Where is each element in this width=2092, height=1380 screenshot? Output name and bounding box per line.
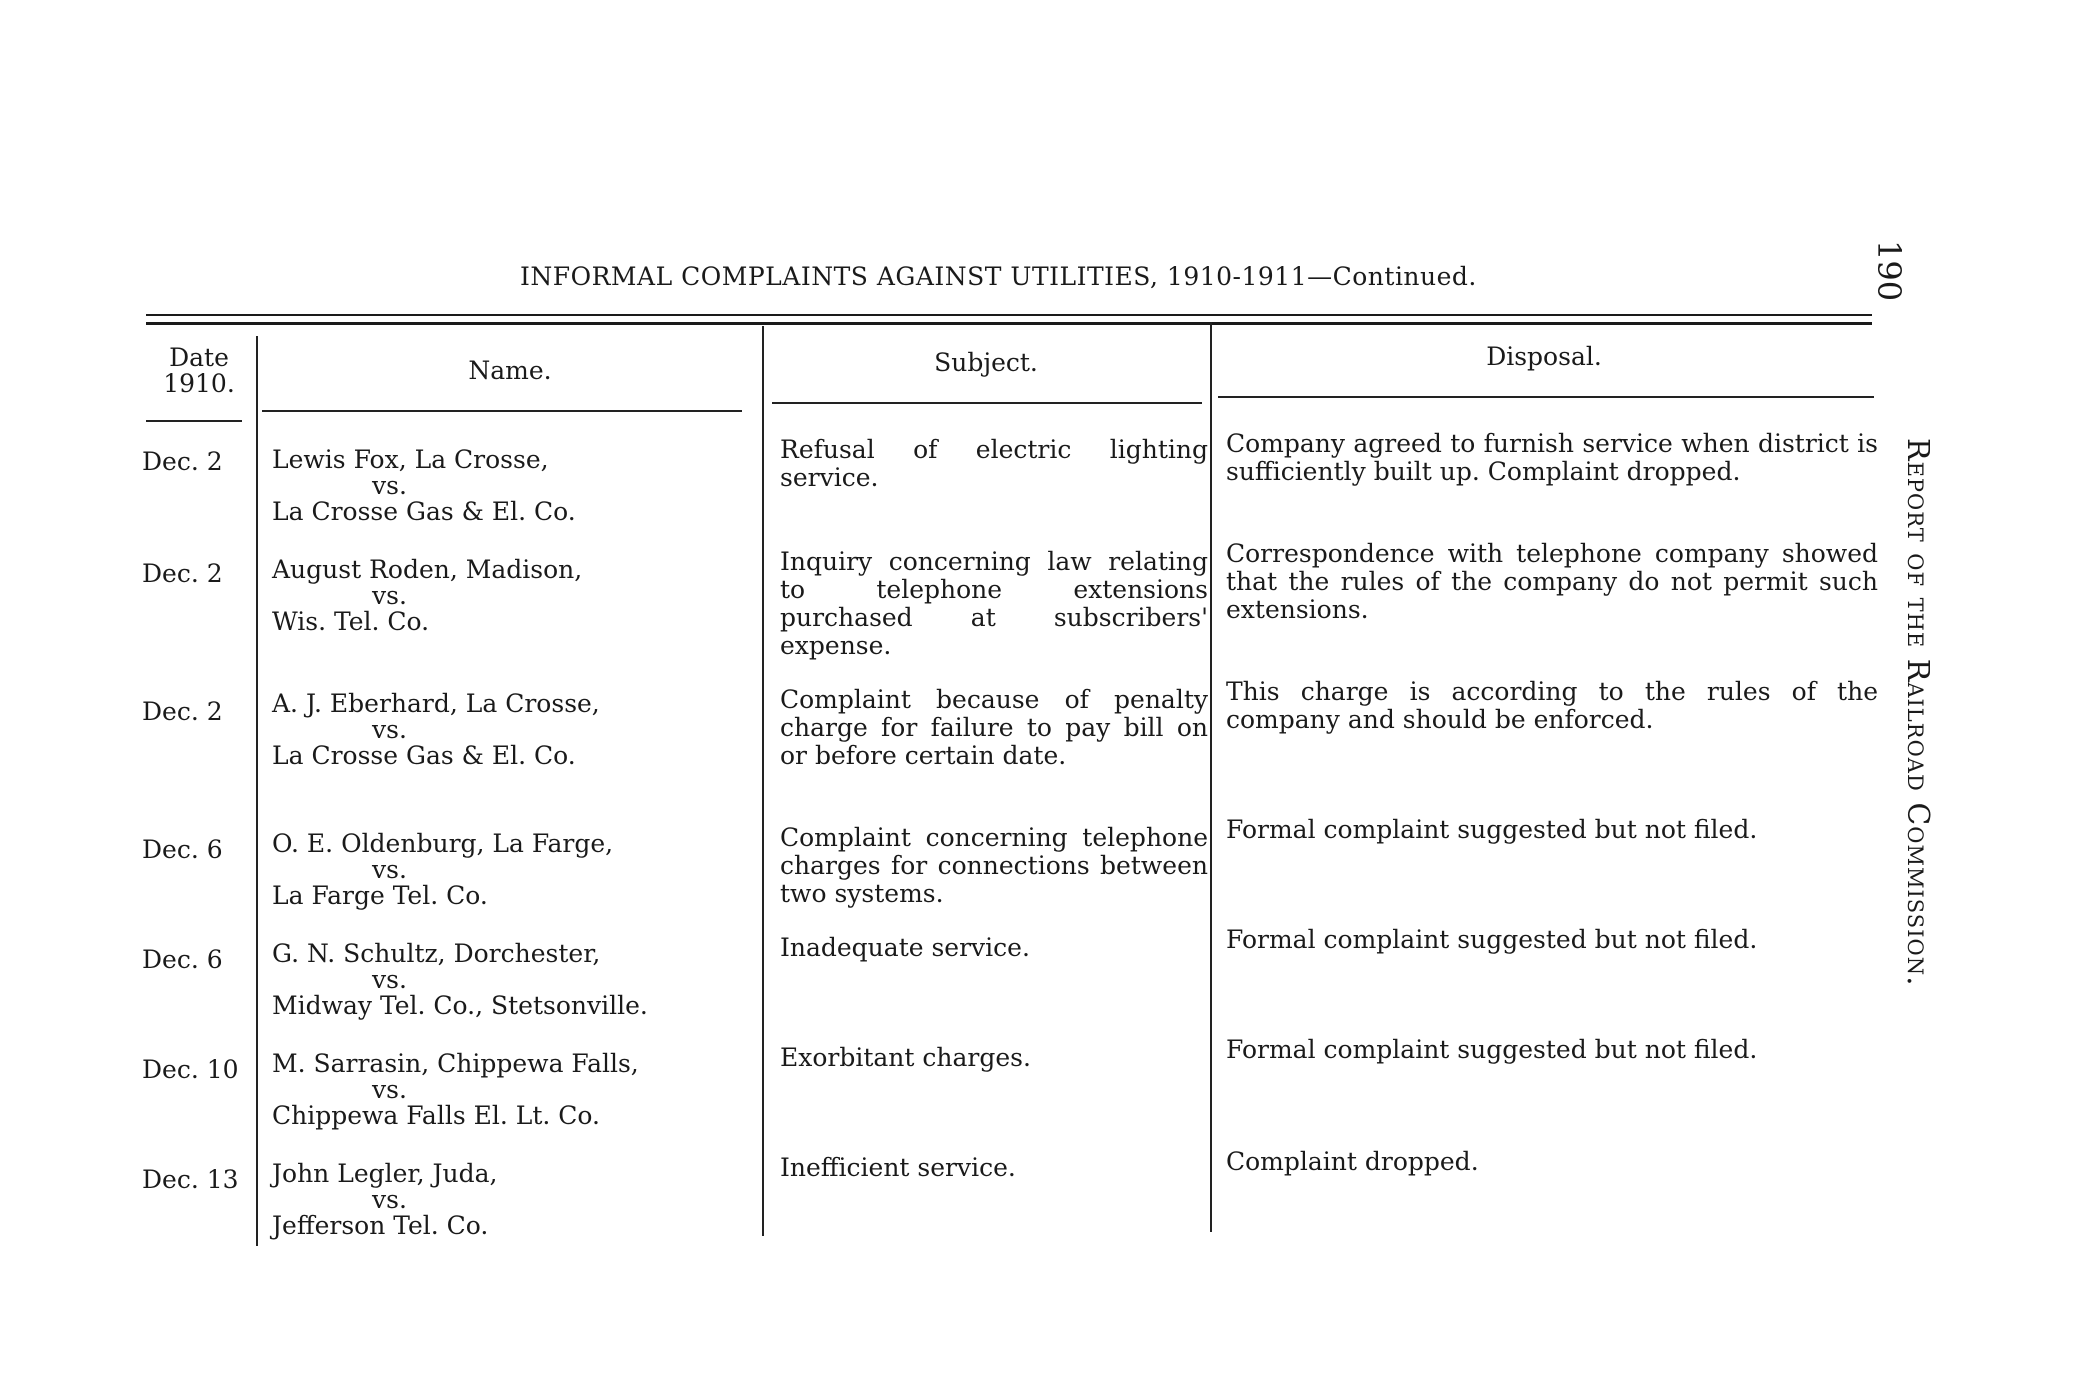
disposal-text: Company agreed to furnish service when district is sufficiently built up. Complaint dropped. <box>1226 429 1878 486</box>
complainant: Lewis Fox, La Crosse, <box>272 445 549 474</box>
subject-text: Refusal of electric lighting service. <box>780 435 1208 492</box>
versus: vs. <box>372 855 407 884</box>
versus: vs. <box>372 581 407 610</box>
row-name <box>272 690 742 770</box>
row-date: Dec. 10 <box>142 1055 239 1084</box>
subject-text: Inefficient service. <box>780 1153 1016 1182</box>
row-name <box>272 556 742 636</box>
header-rule-disposal <box>1218 396 1874 398</box>
row-subject <box>780 436 1208 492</box>
complainant: G. N. Schultz, Dorchester, <box>272 939 601 968</box>
row-date: Dec. 2 <box>142 697 223 726</box>
row-date: Dec. 2 <box>142 447 223 476</box>
disposal-text: This charge is according to the rules of the company and should be enforced. <box>1226 677 1878 734</box>
page-number: 190 <box>1870 240 1908 302</box>
disposal-text: Complaint dropped. <box>1226 1147 1479 1176</box>
row-name <box>272 1160 742 1240</box>
subject-text: Exorbitant charges. <box>780 1043 1031 1072</box>
top-rule-lower <box>146 322 1872 325</box>
disposal-text: Formal complaint suggested but not filed. <box>1226 815 1758 844</box>
versus: vs. <box>372 471 407 500</box>
respondent: Chippewa Falls El. Lt. Co. <box>272 1101 600 1130</box>
row-date: Dec. 6 <box>142 945 223 974</box>
row-disposal <box>1226 430 1878 486</box>
respondent: La Crosse Gas & El. Co. <box>272 497 576 526</box>
column-divider-name <box>762 326 764 1236</box>
versus: vs. <box>372 1185 407 1214</box>
row-disposal <box>1226 540 1878 624</box>
row-disposal <box>1226 1036 1878 1064</box>
column-divider-subject <box>1210 322 1212 1232</box>
row-disposal <box>1226 1148 1878 1176</box>
subject-text: Complaint concerning telephone charges for connections between two systems. <box>780 823 1208 908</box>
column-header-subject: Subject. <box>934 348 1038 377</box>
row-name <box>272 830 742 910</box>
versus: vs. <box>372 1075 407 1104</box>
column-header-date-line1: Date <box>169 343 229 372</box>
respondent: La Farge Tel. Co. <box>272 881 488 910</box>
complainant: August Roden, Madison, <box>272 555 583 584</box>
row-name <box>272 940 742 1020</box>
header-rule-subject <box>772 402 1202 404</box>
disposal-text: Correspondence with telephone company showed that the rules of the company do not permit such extensions. <box>1226 539 1878 624</box>
column-divider-date <box>256 336 258 1246</box>
versus: vs. <box>372 965 407 994</box>
disposal-text: Formal complaint suggested but not filed. <box>1226 1035 1758 1064</box>
subject-text: Complaint because of penalty charge for failure to pay bill on or before certain date. <box>780 685 1208 770</box>
row-date: Dec. 13 <box>142 1165 239 1194</box>
complainant: O. E. Oldenburg, La Farge, <box>272 829 614 858</box>
complainant: A. J. Eberhard, La Crosse, <box>272 689 600 718</box>
subject-text: Inadequate service. <box>780 933 1030 962</box>
versus: vs. <box>372 715 407 744</box>
page-title: INFORMAL COMPLAINTS AGAINST UTILITIES, 1910-1911—Continued. <box>520 262 1477 291</box>
column-header-disposal: Disposal. <box>1486 342 1602 371</box>
complainant: M. Sarrasin, Chippewa Falls, <box>272 1049 639 1078</box>
row-subject <box>780 1044 1208 1072</box>
row-date: Dec. 2 <box>142 559 223 588</box>
row-subject <box>780 686 1208 770</box>
row-subject <box>780 548 1208 660</box>
row-disposal <box>1226 816 1878 844</box>
column-header-date <box>146 345 252 397</box>
respondent: La Crosse Gas & El. Co. <box>272 741 576 770</box>
respondent: Midway Tel. Co., Stetsonville. <box>272 991 648 1020</box>
running-head: Report of the Railroad Commission. <box>1900 438 1935 987</box>
header-rule-name <box>262 410 742 412</box>
row-subject <box>780 934 1208 962</box>
disposal-text: Formal complaint suggested but not filed. <box>1226 925 1758 954</box>
header-rule-date <box>146 420 242 422</box>
subject-text: Inquiry concerning law relating to telephone extensions purchased at subscribers' expense. <box>780 547 1208 660</box>
respondent: Wis. Tel. Co. <box>272 607 430 636</box>
row-name <box>272 446 742 526</box>
row-subject <box>780 824 1208 908</box>
row-disposal <box>1226 678 1878 734</box>
top-rule-upper <box>146 314 1872 316</box>
column-header-name: Name. <box>468 356 552 385</box>
row-name <box>272 1050 742 1130</box>
complainant: John Legler, Juda, <box>272 1159 498 1188</box>
row-date: Dec. 6 <box>142 835 223 864</box>
respondent: Jefferson Tel. Co. <box>272 1211 489 1240</box>
row-subject <box>780 1154 1208 1182</box>
row-disposal <box>1226 926 1878 954</box>
column-header-date-line2: 1910. <box>163 369 235 398</box>
